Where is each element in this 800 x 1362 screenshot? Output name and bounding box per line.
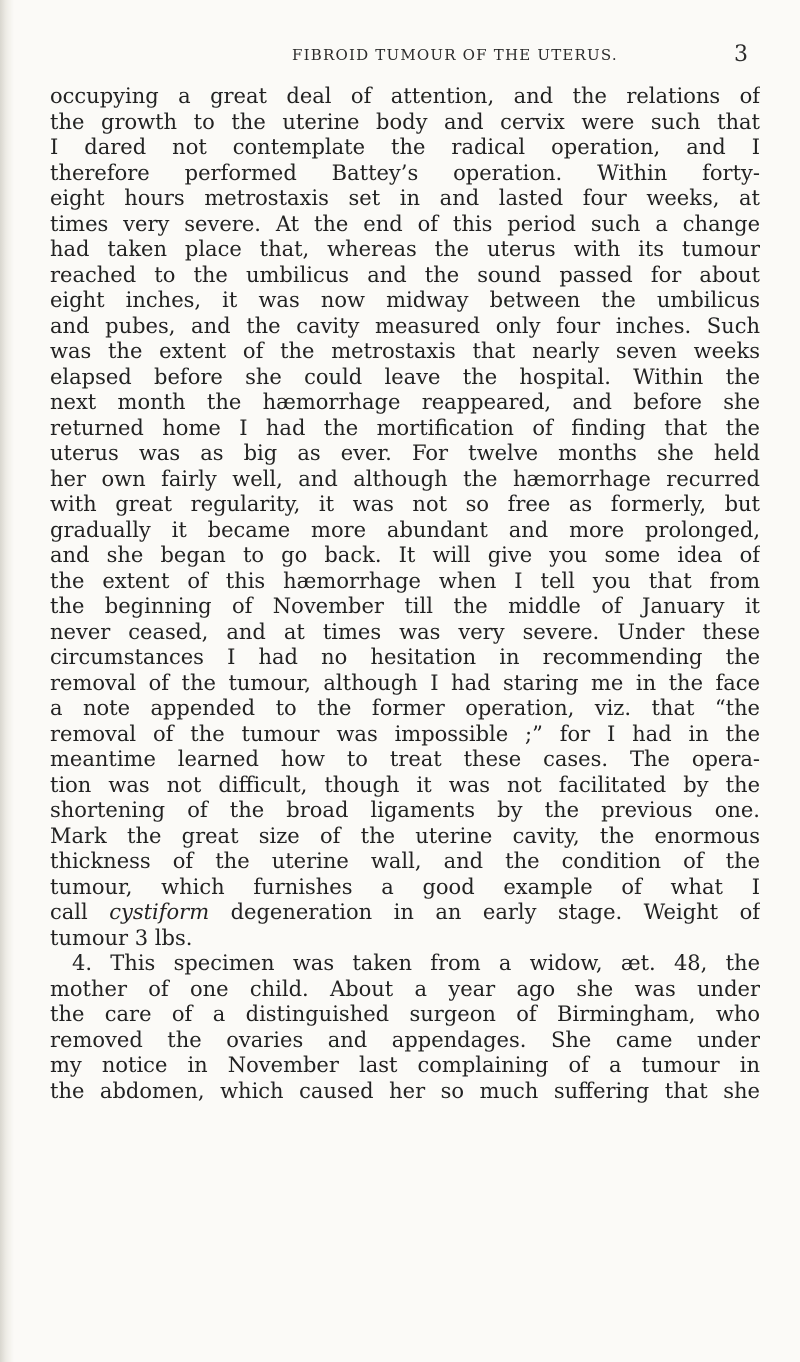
text-line: therefore performed Battey’s operation. Within forty- <box>50 160 760 185</box>
paragraph-start-line: 4. This specimen was taken from a widow, æt. 48, the <box>72 951 760 975</box>
text-line: never ceased, and at times was very severe. Under these <box>50 619 760 644</box>
text-line: tumour, which furnishes a good example of what I <box>50 874 760 899</box>
italic-term: cystiform <box>109 900 210 924</box>
text-line: and she began to go back. It will give you some idea of <box>50 543 760 567</box>
text-line: Mark the great size of the uterine cavity, the enormous <box>50 823 760 848</box>
text-line: was the extent of the metrostaxis that nearly seven weeks <box>50 339 760 363</box>
page-gutter-shadow <box>0 0 14 1362</box>
running-title: FIBROID TUMOUR OF THE UTERUS. <box>292 46 618 64</box>
text-line: removed the ovaries and appendages. She came under <box>50 1027 760 1052</box>
text-line: removal of the tumour, although I had staring me in the face <box>50 670 760 695</box>
body-text <box>50 84 760 1104</box>
text-line: occupying a great deal of attention, and the relations of <box>50 84 760 108</box>
text-line: thickness of the uterine wall, and the condition of the <box>50 849 760 873</box>
text-line-with-italic <box>50 900 760 926</box>
text-line: uterus was as big as ever. For twelve months she held <box>50 441 760 465</box>
text-line: the beginning of November till the middle of January it <box>50 594 760 618</box>
text-line: tion was not difficult, though it was not facilitated by the <box>50 772 760 797</box>
text-line: a note appended to the former operation, viz. that “the <box>50 696 760 720</box>
text-line: gradually it became more abundant and more prolonged, <box>50 517 760 542</box>
page-number: 3 <box>734 42 748 67</box>
text-line: times very severe. At the end of this period such a change <box>50 211 760 236</box>
text-line: reached to the umbilicus and the sound passed for about <box>50 262 760 287</box>
text-line: had taken place that, whereas the uterus with its tumour <box>50 237 760 261</box>
text-line: the growth to the uterine body and cervix were such that <box>50 109 760 134</box>
text-line: her own fairly well, and although the hæmorrhage recurred <box>50 466 760 491</box>
text-line: eight hours metrostaxis set in and lasted four weeks, at <box>50 186 760 210</box>
text-line: returned home I had the mortification of finding that the <box>50 415 760 440</box>
text-line: circumstances I had no hesitation in recommending the <box>50 645 760 669</box>
text-line: tumour 3 lbs. <box>50 925 193 950</box>
text-line: mother of one child. About a year ago she was under <box>50 976 760 1001</box>
text-line: elapsed before she could leave the hospital. Within the <box>50 364 760 389</box>
text-line: I dared not contemplate the radical operation, and I <box>50 135 760 159</box>
text-line: meantime learned how to treat these cases. The opera- <box>50 747 760 771</box>
text-line: the extent of this hæmorrhage when I tell you that from <box>50 568 760 593</box>
text-line: and pubes, and the cavity measured only four inches. Such <box>50 313 760 338</box>
text-line: with great regularity, it was not so free as formerly, but <box>50 492 760 516</box>
text-line: the abdomen, which caused her so much suffering that she <box>50 1078 760 1103</box>
text-line: shortening of the broad ligaments by the previous one. <box>50 798 760 822</box>
text-line: the care of a distinguished surgeon of Birmingham, who <box>50 1002 760 1026</box>
text-line: next month the hæmorrhage reappeared, and before she <box>50 390 760 414</box>
text-line: eight inches, it was now midway between the umbilicus <box>50 288 760 312</box>
running-header <box>0 42 800 70</box>
text-fragment: degeneration in an early stage. Weight of <box>230 900 760 924</box>
text-fragment: call <box>50 900 110 924</box>
text-line: my notice in November last complaining of a tumour in <box>50 1053 760 1077</box>
text-line: removal of the tumour was impossible ;” for I had in the <box>50 721 760 746</box>
